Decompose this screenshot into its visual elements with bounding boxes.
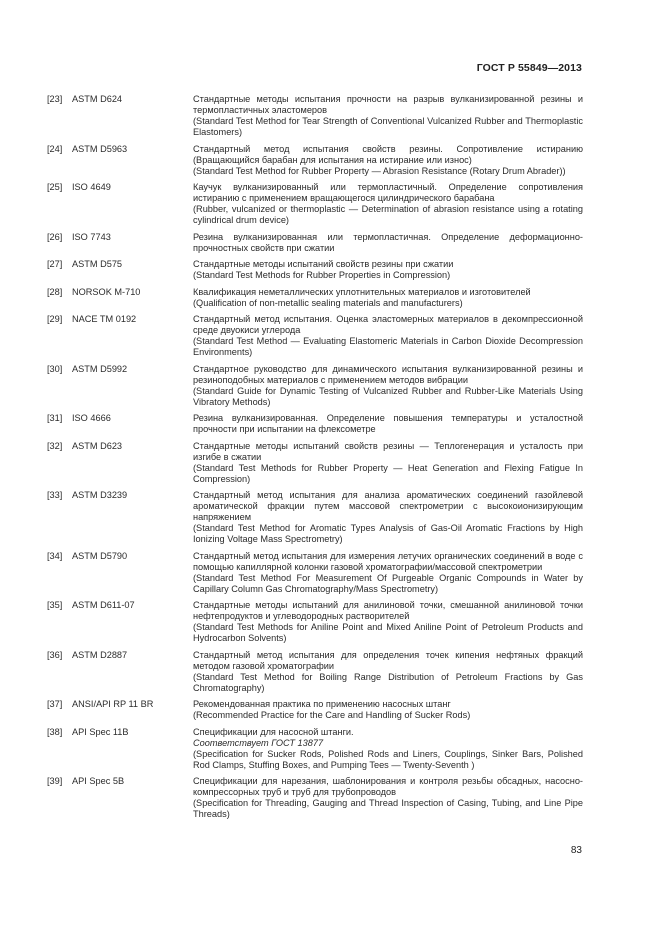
reference-entry bbox=[47, 232, 583, 254]
reference-description-line: (Standard Test Method for Boiling Range Distribution of Petroleum Fractions by Gas Chromatography) bbox=[193, 671, 583, 693]
page-number: 83 bbox=[570, 845, 582, 856]
reference-description bbox=[193, 94, 583, 138]
reference-description bbox=[193, 441, 583, 485]
reference-code: NACE TM 0192 bbox=[72, 314, 137, 324]
reference-code: API Spec 5B bbox=[72, 776, 125, 786]
reference-description bbox=[193, 699, 583, 721]
reference-code: ASTM D575 bbox=[72, 259, 123, 269]
reference-description-line: Резина вулканизированная или термопластичная. Определение деформационно-прочностных свойств при сжатии bbox=[193, 231, 583, 253]
page-header-title: ГОСТ Р 55849—2013 bbox=[476, 62, 582, 74]
reference-description bbox=[193, 314, 583, 358]
reference-description bbox=[193, 650, 583, 694]
reference-description-line: Спецификации для насосной штанги. bbox=[193, 726, 354, 737]
reference-description bbox=[193, 727, 583, 771]
reference-number: [26] bbox=[47, 231, 63, 242]
reference-description-line: Стандартные методы испытаний свойств резины — Теплогенерация и усталость при изгибе в сжатии bbox=[193, 440, 583, 462]
reference-description-line: Стандартный метод испытания свойств резины. Сопротивление истиранию (Вращающийся барабан для испытания на истирание или износ) bbox=[193, 143, 583, 165]
reference-description bbox=[193, 144, 583, 177]
reference-code: ANSI/API RP 11 BR bbox=[72, 699, 154, 709]
reference-number: [24] bbox=[47, 143, 63, 154]
reference-description bbox=[193, 364, 583, 408]
reference-description-line: (Recommended Practice for the Care and Handling of Sucker Rods) bbox=[193, 710, 471, 720]
reference-description-line: Стандартный метод испытания для анализа ароматических соединений газойлевой ароматической фракции путем массовой спектрометрии с высокоионизирующим напряжением bbox=[193, 490, 583, 522]
reference-code: ASTM D624 bbox=[72, 94, 123, 104]
reference-number: [25] bbox=[47, 182, 63, 192]
reference-number: [30] bbox=[47, 363, 63, 374]
reference-entry bbox=[47, 144, 583, 177]
reference-number: [35] bbox=[47, 600, 63, 610]
reference-number: [32] bbox=[47, 440, 63, 451]
reference-description-line: Стандартные методы испытаний для анилиновой точки, смешанной анилиновой точки нефтепродуктов и углеводородных растворителей bbox=[193, 600, 583, 621]
reference-entry bbox=[47, 441, 583, 485]
reference-number: [31] bbox=[47, 413, 63, 423]
reference-description-line: (Standard Test Method For Measurement Of Purgeable Organic Compounds in Water by Capillary Column Gas Chromatography/Mass Spectrometry) bbox=[193, 572, 583, 594]
reference-description-line: Стандартные методы испытания прочности на разрыв вулканизированной резины и термопластичных эластомеров bbox=[193, 94, 583, 115]
reference-description bbox=[193, 232, 583, 254]
reference-description bbox=[193, 182, 583, 226]
reference-description-line: (Qualification of non-metallic sealing materials and manufacturers) bbox=[193, 297, 463, 308]
reference-description bbox=[193, 287, 583, 309]
references-list bbox=[47, 94, 583, 826]
reference-entry bbox=[47, 259, 583, 281]
reference-description-line: Квалификация неметаллических уплотнительных материалов и изготовителей bbox=[193, 286, 531, 297]
reference-entry bbox=[47, 364, 583, 408]
reference-code: ISO 4649 bbox=[72, 182, 111, 192]
reference-description-line: (Standard Guide for Dynamic Testing of Vulcanized Rubber and Rubber-Like Materials Using Vibratory Methods) bbox=[193, 385, 583, 407]
reference-description bbox=[193, 490, 583, 545]
reference-code: ASTM D5790 bbox=[72, 550, 128, 561]
reference-number: [37] bbox=[47, 699, 63, 709]
reference-description-line: Стандартный метод испытания для определения точек кипения нефтяных фракций методом газовой хроматографии bbox=[193, 649, 583, 671]
reference-description-line: (Rubber, vulcanized or thermoplastic — Determination of abrasion resistance using a rotating cylindrical drum device) bbox=[193, 204, 583, 225]
reference-code: ASTM D2887 bbox=[72, 649, 128, 660]
reference-description-line: (Standard Test Methods for Rubber Properties in Compression) bbox=[193, 270, 451, 280]
reference-code: NORSOK M-710 bbox=[72, 286, 141, 297]
reference-code: ASTM D3239 bbox=[72, 490, 128, 500]
reference-number: [38] bbox=[47, 726, 63, 737]
reference-entry bbox=[47, 727, 583, 771]
reference-description-line: (Standard Test Method for Rubber Property — Abrasion Resistance (Rotary Drum Abrader)) bbox=[193, 165, 566, 176]
reference-entry bbox=[47, 287, 583, 309]
reference-number: [33] bbox=[47, 490, 63, 500]
reference-description-line: (Standard Test Methods for Rubber Property — Heat Generation and Flexing Fatigue In Compression) bbox=[193, 462, 583, 484]
reference-description-line: (Standard Test Method for Tear Strength of Conventional Vulcanized Rubber and Thermoplastic Elastomers) bbox=[193, 116, 583, 137]
reference-description-line: Рекомендованная практика по применению насосных штанг bbox=[193, 699, 451, 709]
reference-code: ISO 7743 bbox=[72, 231, 111, 242]
reference-entry bbox=[47, 413, 583, 435]
reference-description-line: Стандартное руководство для динамического испытания вулканизированной резины и резиноподобных материалов с применением методов вибрации bbox=[193, 363, 583, 385]
reference-description-line: Каучук вулканизированный или термопластичный. Определение сопротивления истиранию с применением вращающегося цилиндрического барабана bbox=[193, 182, 583, 203]
reference-number: [36] bbox=[47, 649, 63, 660]
reference-description-line: (Standard Test Methods for Aniline Point and Mixed Aniline Point of Petroleum Products and Hydrocarbon Solvents) bbox=[193, 622, 583, 643]
reference-code: ASTM D611-07 bbox=[72, 600, 135, 610]
reference-code: ISO 4666 bbox=[72, 413, 111, 423]
reference-description-line: Стандартный метод испытания для измерения летучих органических соединений в воде с помощью капиллярной колонки газовой хроматографии/массовой спектрометрии bbox=[193, 550, 583, 572]
reference-description bbox=[193, 413, 583, 435]
reference-entry bbox=[47, 650, 583, 694]
reference-description-line: (Standard Test Method — Evaluating Elastomeric Materials in Carbon Dioxide Decompression Environments) bbox=[193, 336, 583, 357]
reference-description-line: Спецификации для нарезания, шаблонирования и контроля резьбы обсадных, насосно-компрессорных труб и труб для трубопроводов bbox=[193, 776, 583, 797]
reference-description-line: Стандартный метод испытания. Оценка эластомерных материалов в декомпрессионной среде двуокиси углерода bbox=[193, 314, 583, 335]
reference-description-line: (Standard Test Method for Aromatic Types Analysis of Gas-Oil Aromatic Fractions by High Ionizing Voltage Mass Spectrometry) bbox=[193, 523, 583, 544]
reference-entry bbox=[47, 94, 583, 138]
reference-description-line: Стандартные методы испытаний свойств резины при сжатии bbox=[193, 259, 454, 269]
reference-entry bbox=[47, 551, 583, 595]
reference-entry bbox=[47, 699, 583, 721]
reference-description bbox=[193, 600, 583, 644]
reference-number: [27] bbox=[47, 259, 63, 269]
reference-entry bbox=[47, 490, 583, 545]
reference-entry bbox=[47, 600, 583, 644]
reference-number: [23] bbox=[47, 94, 63, 104]
reference-description-line: (Specification for Sucker Rods, Polished Rods and Liners, Couplings, Sinker Bars, Polished Rod Clamps, Stuffing Boxes, and Pumping Tees — Twenty-Seventh ) bbox=[193, 748, 583, 770]
reference-code: API Spec 11B bbox=[72, 726, 129, 737]
reference-number: [34] bbox=[47, 550, 63, 561]
reference-description bbox=[193, 551, 583, 595]
reference-description bbox=[193, 776, 583, 820]
reference-number: [28] bbox=[47, 286, 63, 297]
reference-code: ASTM D5963 bbox=[72, 143, 128, 154]
reference-description-line: (Specification for Threading, Gauging and Thread Inspection of Casing, Tubing, and Line Pipe Threads) bbox=[193, 798, 583, 819]
reference-number: [39] bbox=[47, 776, 63, 786]
reference-number: [29] bbox=[47, 314, 63, 324]
reference-entry bbox=[47, 314, 583, 358]
reference-code: ASTM D623 bbox=[72, 440, 123, 451]
reference-entry bbox=[47, 776, 583, 820]
reference-code: ASTM D5992 bbox=[72, 363, 128, 374]
reference-description bbox=[193, 259, 583, 281]
reference-description-line: Соответствует ГОСТ 13877 bbox=[193, 737, 324, 748]
reference-entry bbox=[47, 182, 583, 226]
reference-description-line: Резина вулканизированная. Определение повышения температуры и усталостной прочности при испытании на флексометре bbox=[193, 413, 583, 434]
